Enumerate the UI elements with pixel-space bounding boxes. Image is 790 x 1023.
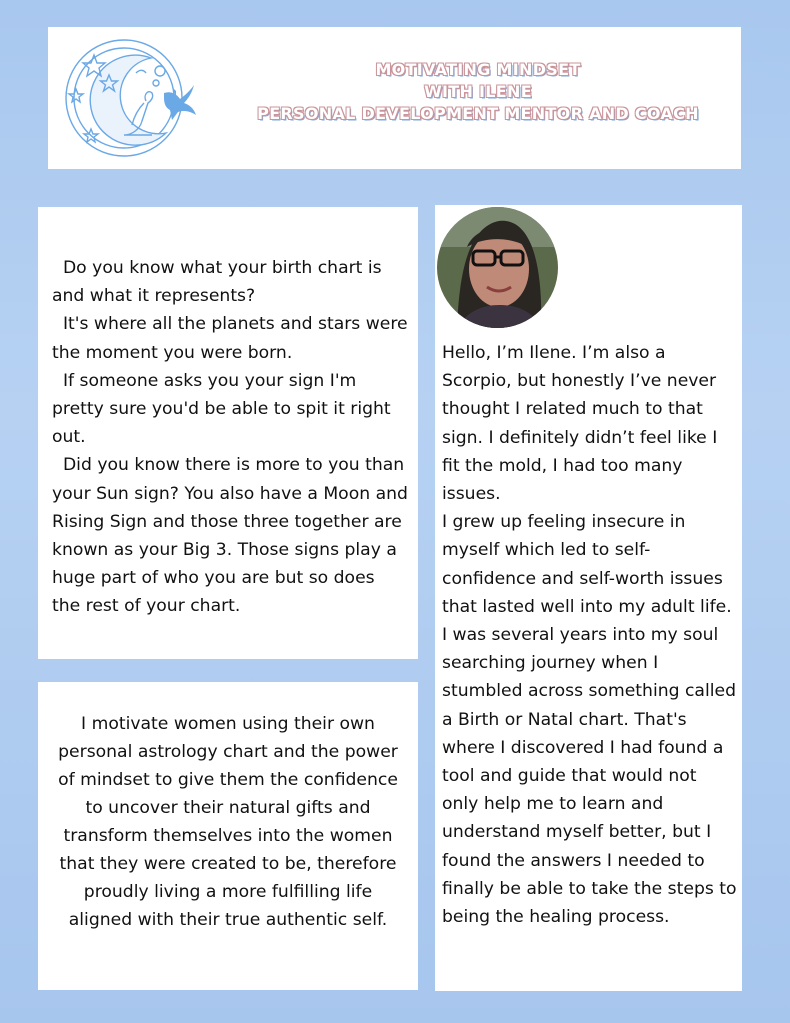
about-ilene-card <box>435 205 742 991</box>
title-line-2: WITH ILENE <box>424 82 532 101</box>
avatar <box>437 207 558 328</box>
intro-paragraph: Did you know there is more to you than your Sun sign? You also have a Moon and Rising Sign and those three together are known as your Big 3. Those signs play a huge part of who you are but so does the rest of your chart. <box>52 455 414 617</box>
about-paragraph: Hello, I’m Ilene. I’m also a Scorpio, but honestly I’ve never thought I related much to that sign. I definitely didn’t feel like I fit the mold, I had too many issues. <box>442 343 718 505</box>
title-line-3: PERSONAL DEVELOPMENT MENTOR AND COACH <box>257 104 699 123</box>
mission-text: I motivate women using their own personal astrology chart and the power of mindset to give them the confidence to uncover their natural gifts and transform themselves into the women that they were created to be, therefore proudly living a more fulfilling life aligned with their true authentic self. <box>58 714 398 930</box>
about-paragraph: I was several years into my soul searching journey when I stumbled across something called a Birth or Natal chart. That's where I discovered I had found a tool and guide that would not only help me to learn and understand myself better, but I found the answers I needed to finally be able to take the steps to being the healing process. <box>442 625 737 928</box>
intro-paragraph: It's where all the planets and stars were the moment you were born. <box>52 314 414 363</box>
profile-photo-icon <box>437 207 558 328</box>
birth-chart-intro-card <box>38 207 418 659</box>
intro-paragraph: Do you know what your birth chart is and what it represents? <box>52 258 388 307</box>
mission-statement-card <box>38 682 418 990</box>
about-text <box>442 339 737 931</box>
title-line-1: MOTIVATING MINDSET <box>375 60 581 79</box>
about-paragraph: I grew up feeling insecure in myself which led to self-confidence and self-worth issues that lasted well into my adult life. <box>442 512 732 617</box>
intro-paragraph: If someone asks you your sign I'm pretty sure you'd be able to spit it right out. <box>52 370 397 448</box>
header-banner <box>48 27 741 169</box>
page-title <box>198 59 758 125</box>
intro-text <box>52 254 414 621</box>
